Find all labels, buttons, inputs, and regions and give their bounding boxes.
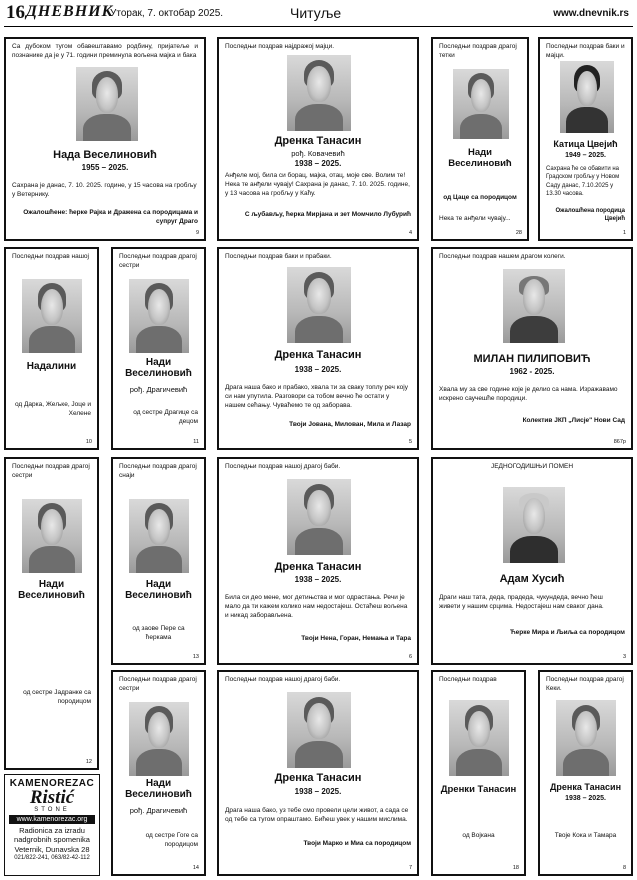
stonemason-advertisement — [4, 774, 100, 876]
notice-signature: Твоји Марко и Миа са породицом — [303, 840, 411, 847]
obituary-notice — [111, 670, 206, 876]
section-title: Читуље — [290, 5, 342, 21]
notice-signature: од заове Пере са ћеркама — [132, 625, 185, 641]
deceased-name: Нада Веселиновић — [53, 149, 157, 161]
life-years: 1938 – 2025. — [294, 365, 342, 374]
obituary-notice — [217, 457, 419, 665]
portrait-photo — [449, 700, 509, 776]
notice-signature: Ћерке Мира и Љиља са породицом — [509, 629, 625, 636]
portrait-photo — [560, 61, 614, 133]
obituary-notice — [4, 37, 206, 241]
notice-number: 9 — [195, 230, 199, 236]
notice-text: Драга наша бако и прабако, хвала ти за сваку топлу реч коју си нам упутила. Разговори са тобом вечно ће остати у нашем сећању. Чуваћемо те од заборава. — [225, 384, 408, 410]
deceased-name: МИЛАН ПИЛИПОВИЋ — [473, 353, 591, 365]
portrait-photo — [76, 67, 138, 141]
notice-intro: Последњи поздрав драгој сестри — [119, 676, 197, 692]
life-years: 1938 – 2025. — [294, 159, 342, 168]
ad-company-name: Ristić — [29, 787, 75, 808]
obituary-notice — [111, 457, 206, 665]
portrait-photo — [287, 55, 351, 131]
deceased-name: Дренка Танасин — [274, 772, 362, 784]
deceased-name: Дренка Танасин — [274, 135, 362, 147]
portrait-photo — [556, 700, 616, 776]
obituary-notice — [538, 37, 633, 241]
notice-signature: од сестре Јадранке са породицом — [23, 689, 91, 705]
deceased-name: Дренки Танасин — [440, 784, 517, 795]
notice-signature: Ожалошћене: ћерке Рајка и Дражена са породицама и супруг Драго — [23, 209, 198, 225]
notice-number: 13 — [192, 654, 199, 660]
notice-number: 28 — [515, 230, 522, 236]
notice-number: 1 — [622, 230, 626, 236]
maiden-name: рођ. Ковачевић — [291, 149, 345, 158]
obituary-notice — [431, 247, 633, 450]
obituary-notice — [431, 670, 526, 876]
notice-intro: Са дубоком тугом обавештавамо родбину, пријатеље и познанике да је у 71. години преминула вољена мајка и бака — [12, 43, 198, 59]
notice-text: Хвала му за све године које је делио са нама. Изражавамо искрено саучешће породици. — [439, 386, 618, 403]
maiden-name: рођ. Драгичевић — [129, 806, 188, 815]
obituary-notice — [431, 37, 529, 241]
obituary-notice — [111, 247, 206, 450]
ad-description: Radionica za izradu nadgrobnih spomenika — [14, 826, 90, 845]
header-divider — [4, 26, 633, 27]
notice-number: 11 — [193, 439, 199, 445]
obituary-notice — [4, 457, 99, 770]
notice-text: Драги наш тата, деда, прадеда, чукундеда, вечно ћеш живети у нашим срцима. Недостајеш нам сваког дана. — [439, 594, 604, 611]
deceased-name: Надалини — [26, 361, 77, 372]
portrait-photo — [287, 479, 351, 555]
notice-text: Драга наша бако, уз тебе смо провели цели живот, а сада се од тебе са тугом опраштамо. Бићеш увек у нашим мислима. — [225, 807, 409, 824]
notice-text: Нека те анђели чувају... — [439, 215, 511, 222]
deceased-name: Дренка Танасин — [274, 561, 362, 573]
ad-website[interactable]: www.kamenorezac.org — [9, 815, 95, 824]
notice-signature: од Дарка, Жељке, Јоце и Хелене — [14, 401, 91, 417]
ad-company-tag: STONE — [34, 807, 70, 813]
obituary-notice — [217, 670, 419, 876]
notice-intro: Последњи поздрав нашој — [12, 253, 89, 260]
portrait-photo — [503, 487, 565, 563]
notice-signature: од Цаце са породицом — [443, 194, 517, 201]
notice-signature: Колектив ЈКП „Лисје" Нови Сад — [522, 417, 625, 424]
notice-intro: Последњи поздрав најдражој мајци. — [225, 43, 335, 50]
notice-intro: Последњи поздрав драгој снаји — [119, 463, 197, 479]
notice-signature: од Војкана — [462, 832, 495, 839]
notice-intro: Последњи поздрав драгој тетки — [439, 43, 517, 59]
life-years: 1938 – 2025. — [294, 787, 342, 796]
notice-number: 8 — [622, 865, 626, 871]
portrait-photo — [129, 279, 189, 353]
deceased-name: Дренка Танасин — [549, 782, 622, 792]
notice-number: 3 — [622, 654, 626, 660]
notice-text: Била си део мене, мог детињства и мог одрастања. Речи је мало да ти кажем колико нам недостајеш. Остаћеш вољена и никад заборављена. — [225, 594, 408, 620]
notice-intro: ЈЕДНОГОДИШЊИ ПОМЕН — [490, 463, 574, 470]
deceased-name: Адам Хусић — [499, 573, 565, 585]
notice-number: 18 — [512, 865, 519, 871]
portrait-photo — [129, 499, 189, 573]
notice-intro: Последњи поздрав баки и мајци. — [546, 43, 625, 59]
deceased-name: Катица Цвејић — [553, 139, 618, 149]
deceased-name: Нади Веселиновић — [18, 579, 85, 601]
notice-signature: Твоји Јована, Милован, Мила и Лазар — [289, 421, 411, 428]
portrait-photo — [129, 702, 189, 776]
newspaper-logo: ДНЕВНИК — [26, 3, 114, 20]
notice-intro: Последњи поздрав драгој сестри — [119, 253, 197, 269]
notice-number: 14 — [192, 865, 199, 871]
notice-intro: Последњи поздрав баки и прабаки. — [225, 253, 332, 260]
notice-intro: Последњи поздрав драгој Кеки. — [546, 676, 624, 692]
ad-address: Veternik, Dunavska 28 — [14, 844, 90, 854]
notice-text: Анђеле мој, била си борац, мајка, отац, моје све. Волим те! Нека те анђели чувају! Сахрана је данас, 7. 10. 2025. године, у 13 часова на гробљу у Каћу. — [225, 172, 410, 198]
notice-number: 7 — [408, 865, 412, 871]
obituary-notice — [217, 37, 419, 241]
obituary-notice — [431, 457, 633, 665]
life-years: 1938 – 2025. — [565, 795, 606, 802]
notice-number: 10 — [85, 439, 92, 445]
notice-intro: Последњи поздрав драгој сестри — [12, 463, 90, 479]
notice-number: 867р — [613, 439, 626, 445]
notice-number: 6 — [408, 654, 412, 660]
notice-signature: Ожалошћена породица Цвејић — [555, 208, 625, 223]
issue-date: Уторак, 7. октобар 2025. — [110, 8, 224, 19]
notice-signature: од сестре Драгице са децом — [133, 409, 198, 425]
notice-intro: Последњи поздрав нашој драгој баби. — [225, 676, 341, 683]
portrait-photo — [22, 279, 82, 353]
notice-intro: Последњи поздрав — [439, 676, 497, 683]
life-years: 1949 – 2025. — [565, 152, 606, 159]
notice-intro: Последњи поздрав нашој драгој баби. — [225, 463, 341, 470]
portrait-photo — [22, 499, 82, 573]
ad-phones: 021/822-241, 063/82-42-112 — [14, 855, 90, 862]
notice-signature: Твоји Нена, Горан, Немања и Тара — [301, 635, 411, 642]
portrait-photo — [287, 267, 351, 343]
life-years: 1962 - 2025. — [509, 367, 555, 376]
notice-number: 5 — [408, 439, 412, 445]
notice-number: 12 — [85, 759, 92, 765]
website-url[interactable]: www.dnevnik.rs — [553, 8, 629, 19]
portrait-photo — [503, 269, 565, 343]
deceased-name: Нади Веселиновић — [448, 147, 512, 169]
obituary-notice — [4, 247, 99, 450]
obituary-notice — [538, 670, 633, 876]
maiden-name: рођ. Драгичевић — [129, 385, 188, 394]
life-years: 1955 – 2025. — [81, 163, 129, 172]
page-number: 16 — [6, 2, 25, 23]
page-header — [0, 0, 637, 26]
notice-signature: од сестре Гоге са породицом — [145, 832, 198, 848]
portrait-photo — [287, 692, 351, 768]
deceased-name: Дренка Танасин — [274, 349, 362, 361]
portrait-photo — [453, 69, 509, 139]
obituary-notice — [217, 247, 419, 450]
notice-text: Сахрана је данас, 7. 10. 2025. године, у 15 часова на гробљу у Ветернику. — [12, 182, 197, 199]
notice-intro: Последњи поздрав нашем драгом колеги. — [439, 253, 566, 260]
notice-text: Сахрана ће се обавити на Градском гробљу у Новом Саду данас, 7.10.2025 у 13.30 часова. — [546, 166, 620, 198]
notice-signature: Твоје Кока и Тамара — [554, 832, 617, 839]
deceased-name: Нади Веселиновић — [125, 357, 192, 379]
life-years: 1938 – 2025. — [294, 575, 342, 584]
notice-number: 4 — [408, 230, 412, 236]
deceased-name: Нади Веселиновић — [125, 579, 192, 601]
ad-company-line1: KAMENOREZAC — [9, 778, 95, 789]
deceased-name: Нади Веселиновић — [125, 778, 192, 800]
notice-signature: С љубављу, ћерка Мирјана и зет Момчило Лубурић — [244, 211, 411, 218]
